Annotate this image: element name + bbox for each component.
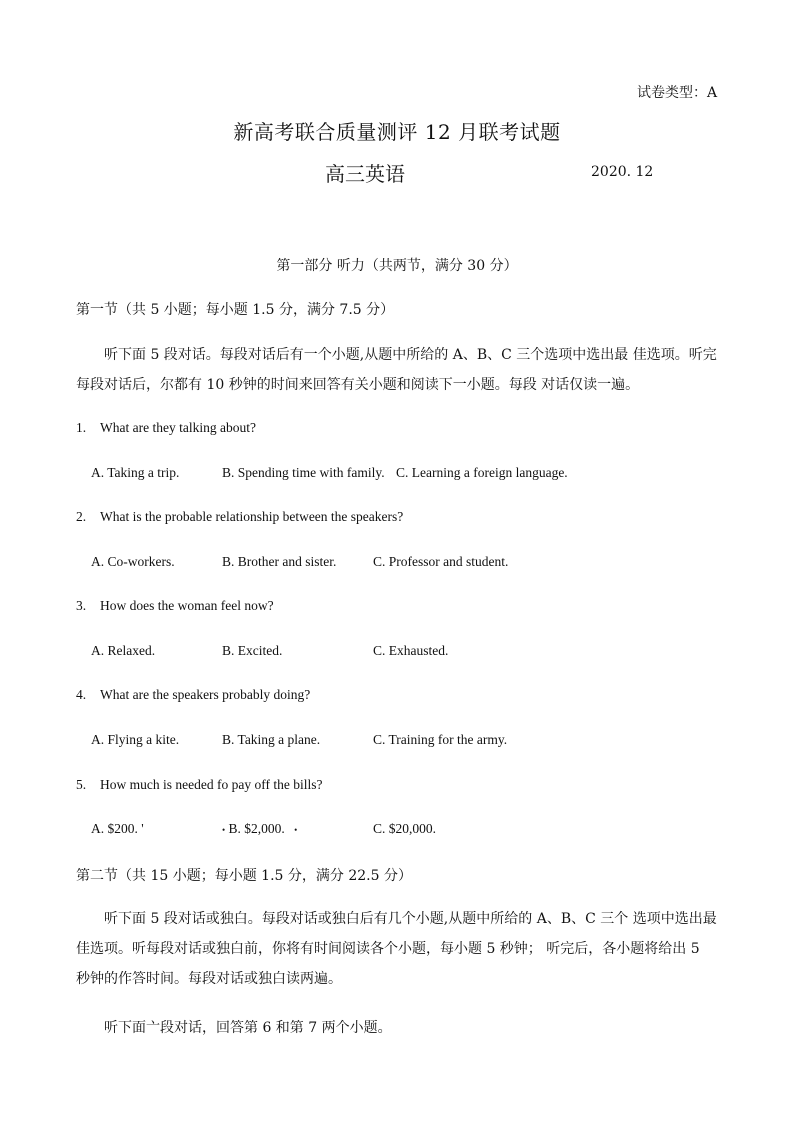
question-3 [76, 598, 274, 614]
question-4-option-a: A. Flying a kite. [91, 732, 180, 747]
dialogue-instruction: 听下面亠段对话，回答第 6 和第 7 两个小题。 [104, 1020, 392, 1036]
question-number: 1. [76, 420, 87, 435]
question-1 [76, 420, 256, 436]
question-1-option-a: A. Taking a trip. [91, 465, 180, 480]
question-number: 3. [76, 598, 87, 613]
question-1-option-c: C. Learning a foreign language. [396, 465, 568, 480]
question-2-option-a: A. Co-workers. [91, 554, 175, 569]
section-one-heading: 第一节（共 5 小题；每小题 1.5 分，满分 7.5 分） [76, 302, 395, 318]
section-one-instructions: 听下面 5 段对话。每段对话后有一个小题,从题中所给的 A、B、C 三个选项中选出最 佳选项。听完每段对话后，尔都有 10 秒钟的时间来回答有关小题和阅读下一小题。每段 对话仅读一遍。 [76, 347, 717, 393]
question-4-option-c: C. Training for the army. [373, 732, 508, 747]
question-3-option-c: C. Exhausted. [373, 643, 449, 658]
question-4-option-b: B. Taking a plane. [222, 732, 321, 747]
exam-date: 2020. 12 [591, 164, 654, 180]
question-5-option-c: C. $20,000. [373, 821, 437, 836]
question-2 [76, 509, 403, 525]
bullet-dot-icon: • [222, 824, 226, 835]
question-number: 2. [76, 509, 87, 524]
section-two-instructions: 听下面 5 段对话或独白。每段对话或独白后有几个小题,从题中所给的 A、B、C 三个 选项中选出最佳选项。听每段对话或独白前，你将有时间阅读各个小题，每小题 5 秒钟； 听完后，各小题将给出 5 秒钟的作答时间。每段对话或独白读两遍。 [76, 911, 717, 987]
question-5-option-b: B. $2,000. [228, 821, 285, 836]
bullet-dot-icon: • [294, 824, 298, 835]
question-4 [76, 687, 310, 703]
question-5 [76, 777, 322, 793]
question-text: What is the probable relationship between the speakers? [100, 509, 404, 524]
question-text: What are they talking about? [100, 420, 256, 435]
question-text: How much is needed fo pay off the bills? [100, 777, 323, 792]
question-2-option-c: C. Professor and student. [373, 554, 509, 569]
subject-title: 高三英语 [325, 162, 405, 186]
question-5-option-a: A. $200. ' [91, 821, 144, 836]
question-5-option-b-wrap [222, 821, 297, 837]
question-3-option-a: A. Relaxed. [91, 643, 156, 658]
exam-title: 新高考联合质量测评 12 月联考试题 [233, 120, 561, 144]
question-1-option-b: B. Spending time with family. [222, 465, 385, 480]
question-text: How does the woman feel now? [100, 598, 274, 613]
question-3-option-b: B. Excited. [222, 643, 283, 658]
section-two-heading: 第二节（共 15 小题；每小题 1.5 分，满分 22.5 分） [76, 868, 412, 884]
question-number: 5. [76, 777, 87, 792]
question-2-option-b: B. Brother and sister. [222, 554, 337, 569]
paper-type-label: 试卷类型：A [637, 85, 718, 101]
question-number: 4. [76, 687, 87, 702]
question-text: What are the speakers probably doing? [100, 687, 311, 702]
part-one-heading: 第一部分 听力（共两节，满分 30 分） [276, 258, 518, 274]
